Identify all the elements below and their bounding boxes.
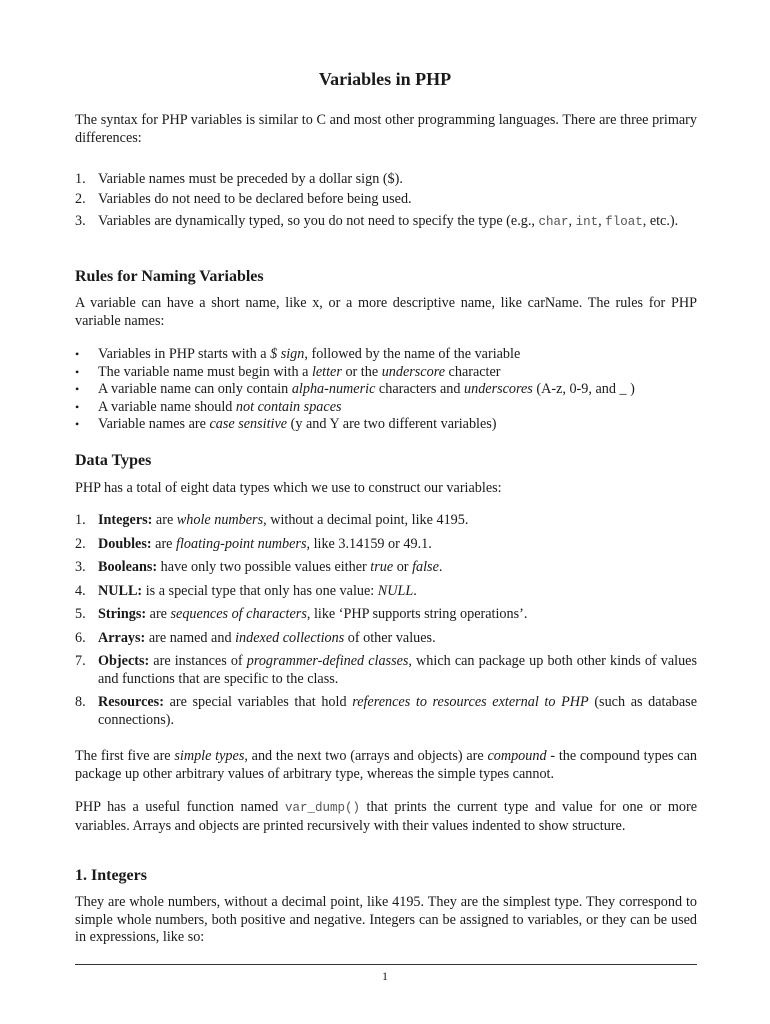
data-types-paragraph: PHP has a total of eight data types which we use to construct our variables: [75,480,502,496]
naming-heading: Rules for Naming Variables [75,268,264,285]
naming-rules-list [75,346,697,434]
list-item: 1. Integers: are whole numbers, without a decimal point, like 4195. [75,512,469,528]
list-item: • Variables in PHP starts with a $ sign, followed by the name of the variable [75,346,521,362]
list-text: Variables do not need to be declared before being used. [98,191,412,207]
bullet: • [75,417,80,431]
list-item: 3. Booleans: have only two possible values either true or false. [75,559,443,575]
list-item: • The variable name must begin with a letter or the underscore character [75,363,501,380]
list-item [75,191,697,211]
bullet: • [75,399,80,414]
list-number: 1. [75,171,86,187]
data-types-list [75,512,697,729]
code-float: float [605,215,643,229]
list-item: • A variable name should not contain spaces [75,398,342,415]
page-title: Variables in PHP [318,69,452,89]
code-char: char [538,215,569,229]
list-number: 2. [75,191,86,207]
list-item [75,171,697,191]
list-number: 3. [75,213,86,229]
page-number: 1 [382,969,388,983]
integers-heading: 1. Integers [75,867,147,884]
list-item: 6. Arrays: are named and indexed collections of other values. [75,629,436,646]
bullet: • [75,382,80,396]
list-item [75,211,697,233]
footer-divider [75,964,697,965]
list-text: Variable names must be preceded by a dollar sign ($). [98,171,403,187]
intro-paragraph: The syntax for PHP variables is similar to C and most other programming languages. There are three primary differences: [75,112,697,146]
code-int: int [575,215,599,229]
simple-types-paragraph: The first five are simple types, and the next two (arrays and objects) are compound - the compound types can package up other arbitrary values of arbitrary type, whereas the simple types cannot. [75,748,697,782]
code-var-dump: var_dump() [284,801,360,815]
list-item: 2. Doubles: are floating-point numbers, like 3.14159 or 49.1. [75,535,432,552]
list-item: 8. Resources: are special variables that hold references to resources external to PHP (such as database connections). [75,694,697,728]
list-text: Variables are dynamically typed, so you do not need to specify the type (e.g., char, int, float, etc.). [98,213,679,229]
list-item: 5. Strings: are sequences of characters, like ‘PHP supports string operations’. [75,606,528,622]
bullet: • [75,364,80,379]
bullet: • [75,347,80,361]
naming-paragraph: A variable can have a short name, like x, or a more descriptive name, like carName. The rules for PHP variable names: [75,295,697,329]
list-item: • A variable name can only contain alpha-numeric characters and underscores (A-z, 0-9, and _ ) [75,381,635,397]
data-types-heading: Data Types [75,452,152,469]
list-item: • Variable names are case sensitive (y and Y are two different variables) [75,416,497,432]
integers-paragraph: They are whole numbers, without a decimal point, like 4195. They are the simplest type. They correspond to simple whole numbers, both positive and negative. Integers can be assigned to variables, or they can be used in expressions, like so: [75,894,697,945]
var-dump-paragraph: PHP has a useful function named var_dump() that prints the current type and value for one or more variables. Arrays and objects are printed recursively with their values indented to show structure. [75,799,697,834]
list-item: 4. NULL: is a special type that only has one value: NULL. [75,582,417,599]
list-item: 7. Objects: are instances of programmer-defined classes, which can package up both other kinds of values and functions that are specific to the class. [75,653,697,687]
differences-list [75,171,697,233]
